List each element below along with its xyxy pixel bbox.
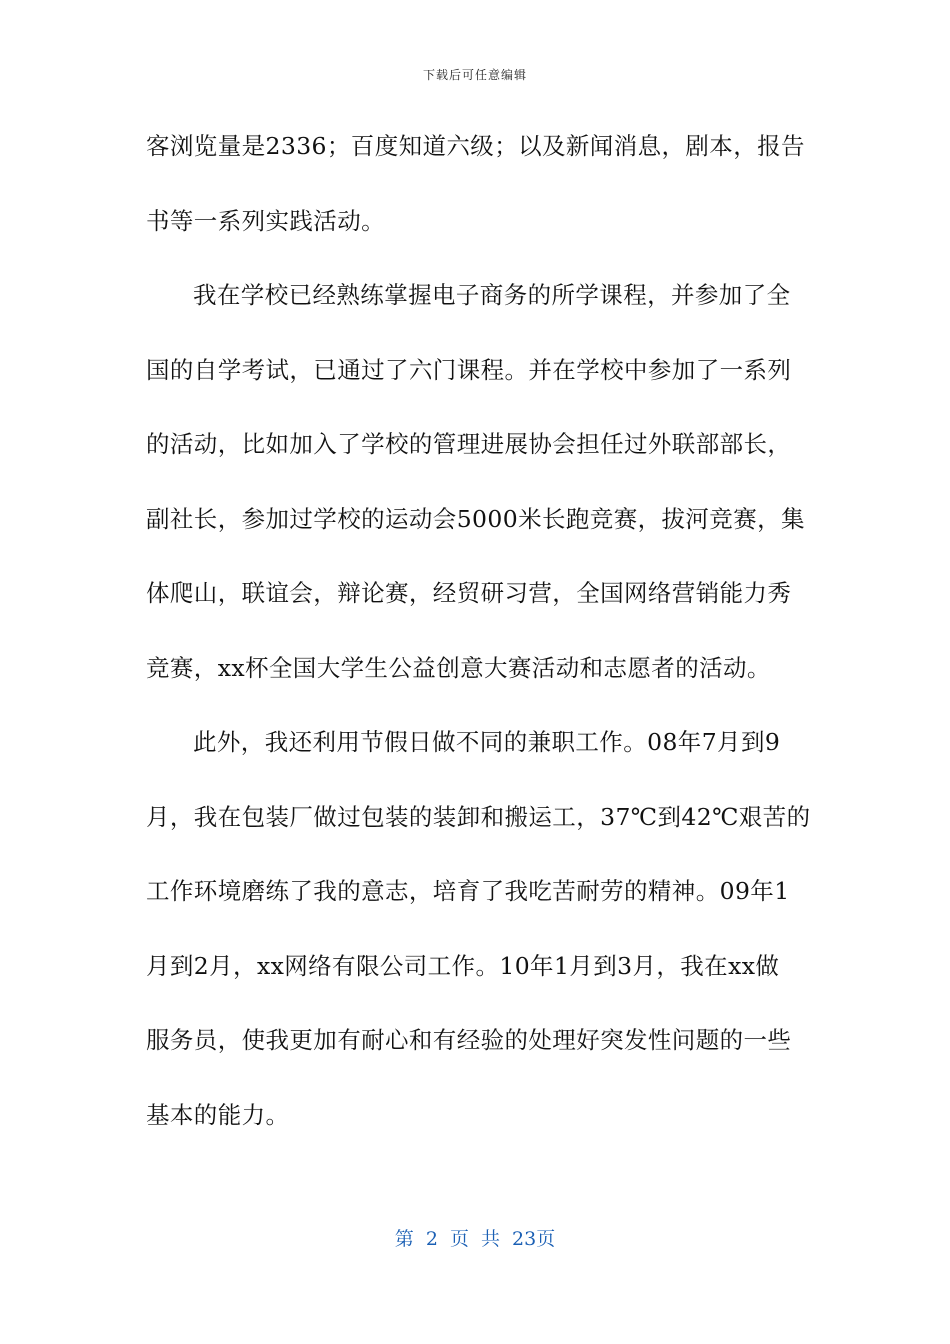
text-line: 工作环境磨练了我的意志，培育了我吃苦耐劳的精神。09年1 — [146, 877, 790, 905]
text-line: 月，我在包装厂做过包装的装卸和搬运工，37℃到42℃艰苦的 — [146, 802, 811, 831]
text-line: 竞赛，xx杯全国大学生公益创意大赛活动和志愿者的活动。 — [146, 653, 771, 682]
page-number-footer: 第 2 页 共 23页 — [394, 1228, 556, 1250]
text-line: 服务员，使我更加有耐心和有经验的处理好突发性问题的一些 — [146, 1026, 792, 1054]
document-body — [146, 122, 811, 1165]
text-line: 国的自学考试，已通过了六门课程。并在学校中参加了一系列 — [146, 355, 792, 384]
text-line: 体爬山，联谊会，辩论赛，经贸研习营，全国网络营销能力秀 — [146, 579, 792, 607]
text-line: 副社长，参加过学校的运动会5000米长跑竞赛，拔河竞赛，集 — [146, 504, 805, 533]
text-line: 基本的能力。 — [146, 1100, 290, 1129]
text-line: 书等一系列实践活动。 — [146, 206, 385, 235]
text-line: 月到2月，xx网络有限公司工作。10年1月到3月，我在xx做 — [146, 951, 780, 980]
text-line: 客浏览量是2336；百度知道六级；以及新闻消息，剧本，报告 — [146, 132, 805, 160]
paragraph-start-line: 我在学校已经熟练掌握电子商务的所学课程，并参加了全 — [193, 281, 791, 309]
page-header: 下载后可任意编辑 — [422, 68, 527, 82]
paragraph-start-line: 此外，我还利用节假日做不同的兼职工作。08年7月到9 — [193, 728, 781, 756]
text-line: 的活动，比如加入了学校的管理进展协会担任过外联部部长， — [146, 430, 792, 458]
